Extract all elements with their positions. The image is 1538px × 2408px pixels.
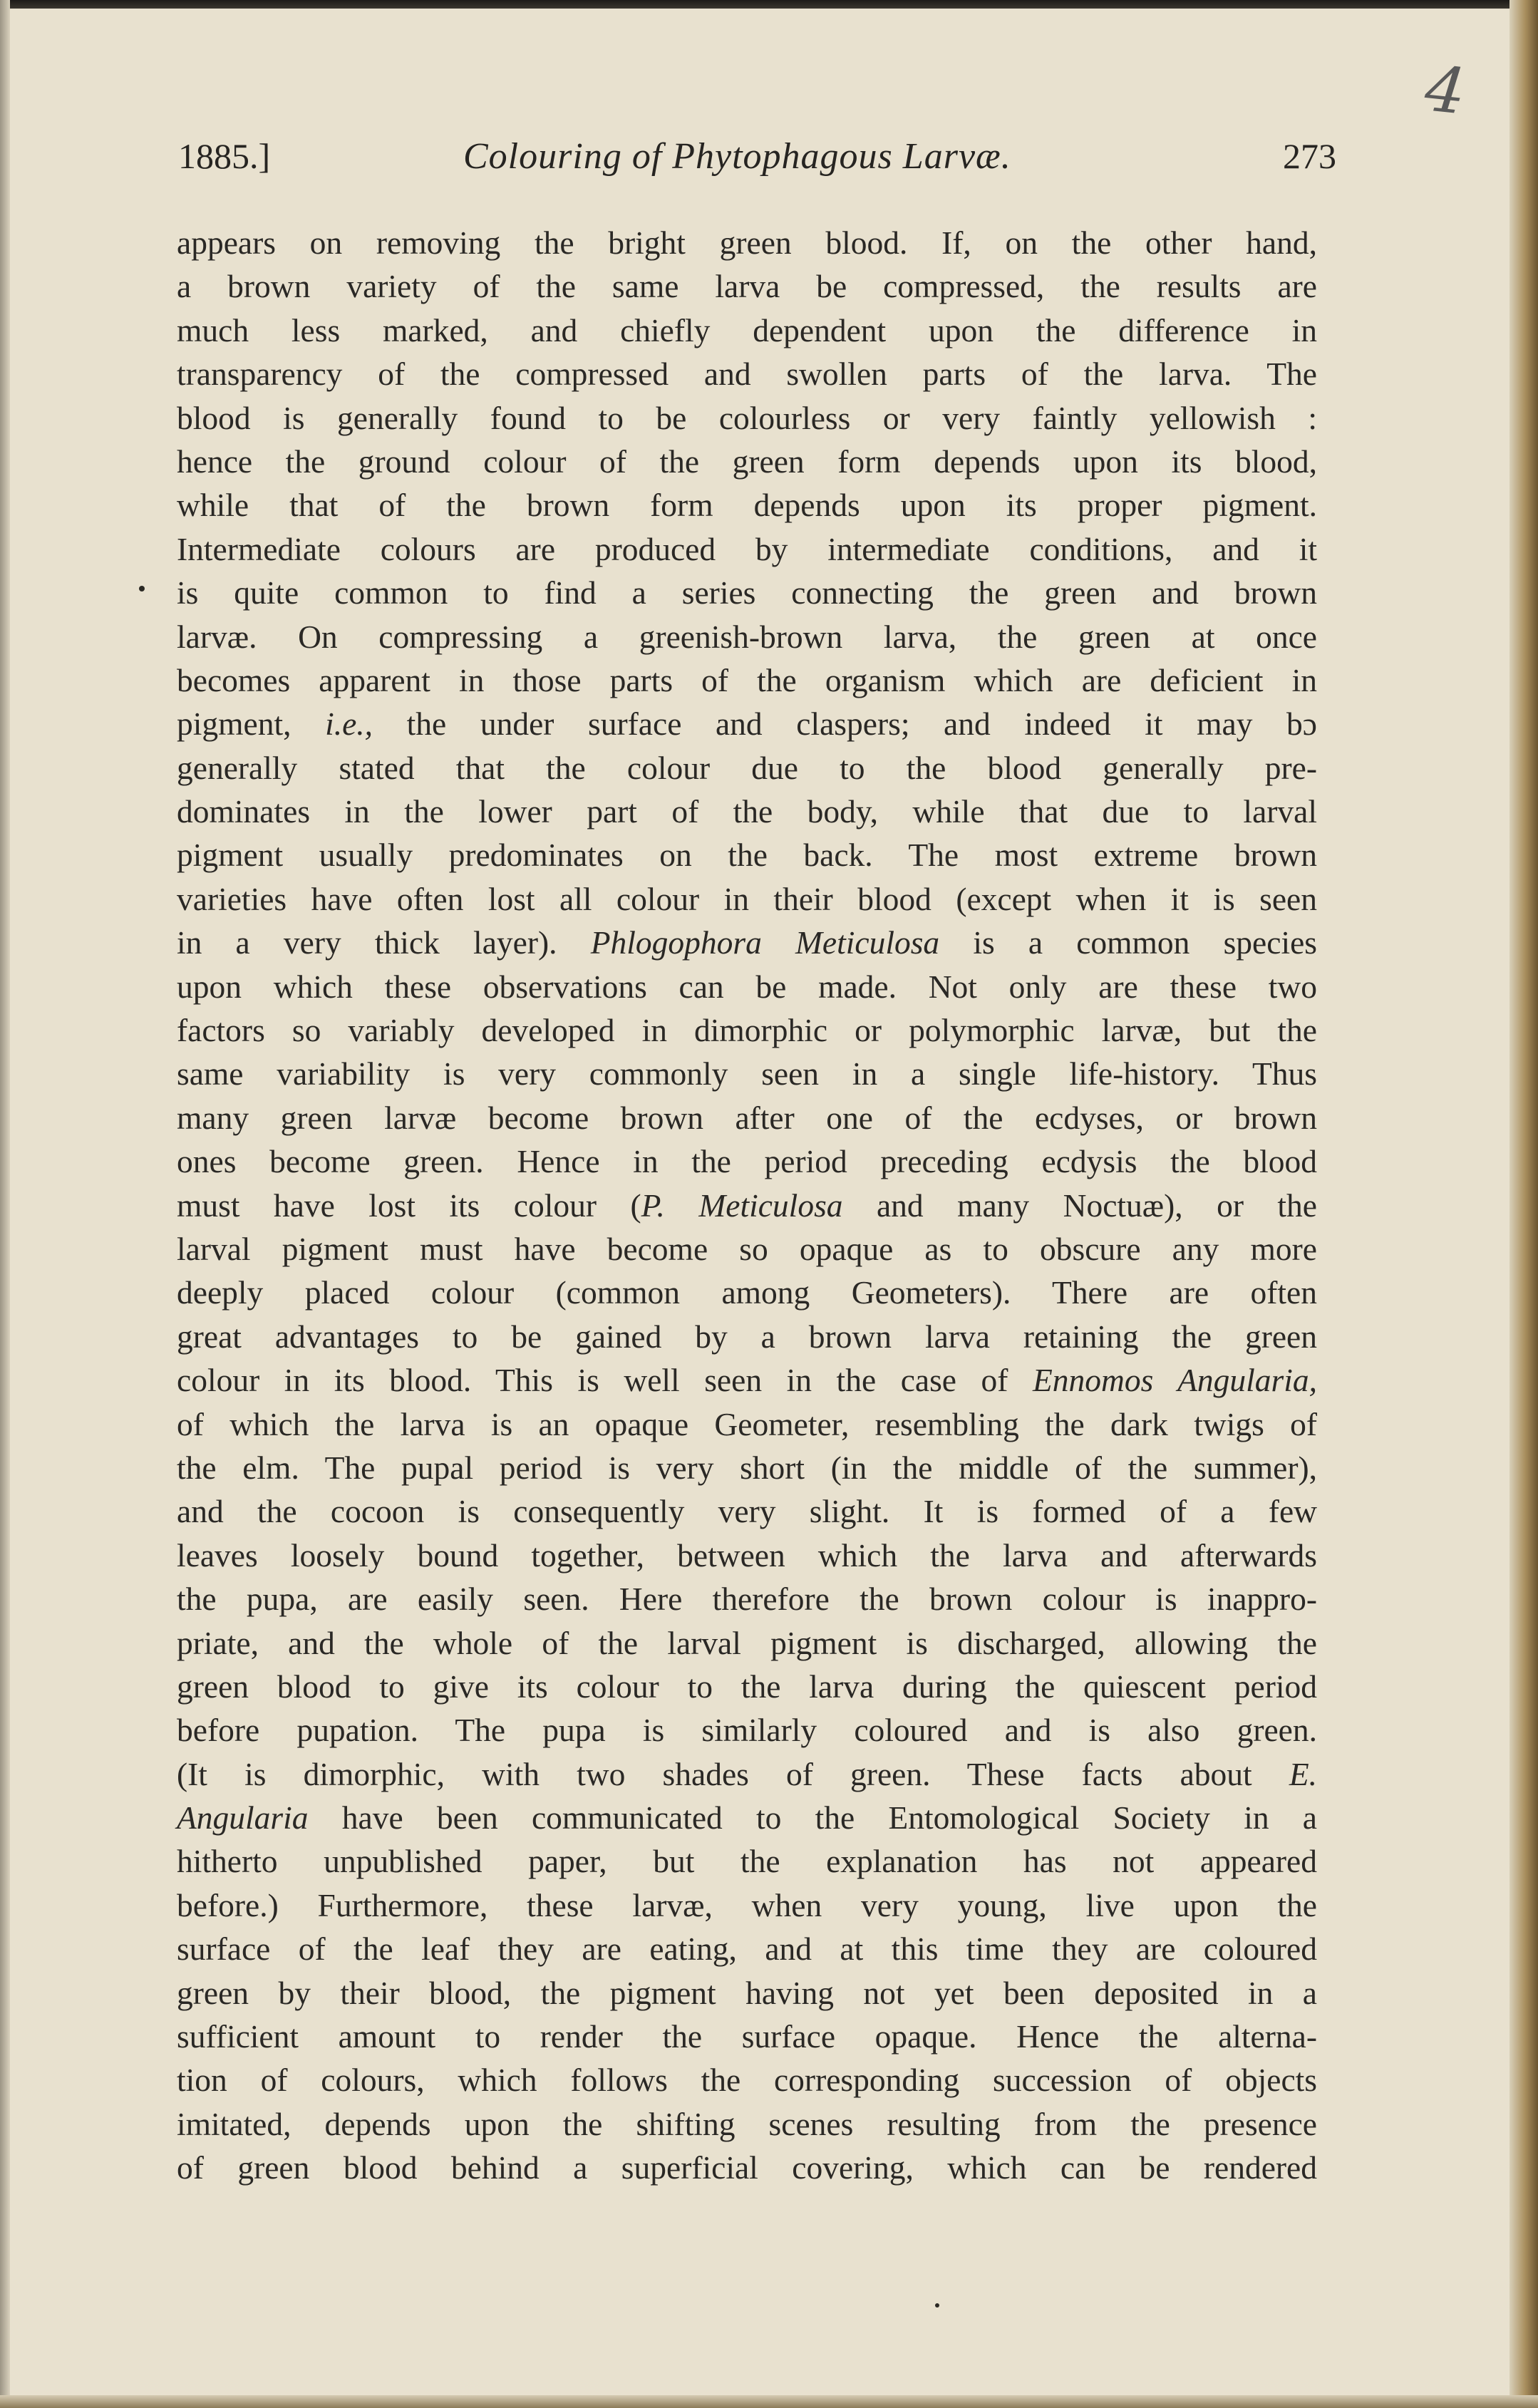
text-line: becomes apparent in those parts of the organism which are deficient in — [177, 661, 1317, 698]
text-line: the elm. The pupal period is very short (in the middle of the summer), — [177, 1449, 1317, 1486]
text-line: before.) Furthermore, these larvæ, when very young, live upon the — [177, 1886, 1317, 1923]
text-line: colour in its blood. This is well seen in the case of Ennomos Angularia, — [177, 1362, 1317, 1399]
text-line: upon which these observations can be made. Not only are these two — [177, 968, 1317, 1005]
text-line: imitated, depends upon the shifting scenes resulting from the presence — [177, 2105, 1317, 2142]
text-line: deeply placed colour (common among Geometers). There are often — [177, 1274, 1317, 1311]
text-line: pigment, i.e., the under surface and claspers; and indeed it may bɔ — [177, 706, 1317, 743]
text-line: sufficient amount to render the surface opaque. Hence the alterna- — [177, 2018, 1317, 2055]
header-running-title: Colouring of Phytophagous Larvæ. — [463, 136, 1011, 177]
running-header — [178, 135, 1336, 192]
text-line: is quite common to find a series connecting the green and brown — [177, 574, 1317, 611]
text-line: pigment usually predominates on the back. The most extreme brown — [177, 837, 1317, 874]
page-right-edge — [1509, 0, 1538, 2408]
text-line: Intermediate colours are produced by intermediate conditions, and it — [177, 530, 1317, 567]
text-line: priate, and the whole of the larval pigment is discharged, allowing the — [177, 1624, 1317, 1661]
margin-speck — [139, 586, 145, 591]
page-top-edge — [0, 0, 1538, 9]
text-line: varieties have often lost all colour in their blood (except when it is seen — [177, 880, 1317, 917]
text-line: great advantages to be gained by a brown larva retaining the green — [177, 1318, 1317, 1355]
text-line: while that of the brown form depends upon its proper pigment. — [177, 487, 1317, 524]
text-line: of which the larva is an opaque Geometer, resembling the dark twigs of — [177, 1405, 1317, 1442]
text-line: same variability is very commonly seen in a single life-history. Thus — [177, 1055, 1317, 1092]
text-line: green by their blood, the pigment having not yet been deposited in a — [177, 1974, 1317, 2011]
text-line: surface of the leaf they are eating, and at this time they are coloured — [177, 1931, 1317, 1968]
text-line: ones become green. Hence in the period preceding ecdysis the blood — [177, 1143, 1317, 1180]
text-line: the pupa, are easily seen. Here therefore the brown colour is inappro- — [177, 1581, 1317, 1618]
text-line: and the cocoon is consequently very slight. It is formed of a few — [177, 1493, 1317, 1530]
text-line: a brown variety of the same larva be compressed, the results are — [177, 268, 1317, 305]
page-bottom-edge — [0, 2395, 1538, 2408]
text-line: hence the ground colour of the green form depends upon its blood, — [177, 443, 1317, 480]
text-line: larvæ. On compressing a greenish-brown larva, the green at once — [177, 618, 1317, 655]
text-line: factors so variably developed in dimorphic or polymorphic larvæ, but the — [177, 1012, 1317, 1049]
margin-speck — [935, 2303, 939, 2308]
text-line: larval pigment must have become so opaque as to obscure any more — [177, 1230, 1317, 1267]
page-left-edge — [0, 0, 10, 2408]
page-number: 273 — [1283, 136, 1336, 176]
text-line: leaves loosely bound together, between which the larva and afterwards — [177, 1536, 1317, 1574]
header-year: 1885.] — [178, 136, 271, 176]
text-line: green blood to give its colour to the larva during the quiescent period — [177, 1668, 1317, 1705]
text-line: many green larvæ become brown after one of the ecdyses, or brown — [177, 1099, 1317, 1136]
text-line: in a very thick layer). Phlogophora Meticulosa is a common species — [177, 924, 1317, 961]
text-line: transparency of the compressed and swollen parts of the larva. The — [177, 356, 1317, 393]
text-line: (It is dimorphic, with two shades of green. These facts about E. — [177, 1755, 1317, 1792]
text-line: of green blood behind a superficial covering, which can be rendered — [177, 2149, 1317, 2186]
handwritten-folio-mark: 4 — [1421, 51, 1470, 129]
text-line: appears on removing the bright green blood. If, on the other hand, — [177, 224, 1317, 261]
text-line: blood is generally found to be colourless or very faintly yellowish : — [177, 399, 1317, 436]
text-line: must have lost its colour (P. Meticulosa and many Noctuæ), or the — [177, 1187, 1317, 1224]
text-line: much less marked, and chiefly dependent upon the difference in — [177, 311, 1317, 348]
text-line: generally stated that the colour due to the blood generally pre- — [177, 749, 1317, 786]
body-text — [177, 221, 1317, 2190]
text-line: dominates in the lower part of the body, while that due to larval — [177, 793, 1317, 830]
text-line: hitherto unpublished paper, but the explanation has not appeared — [177, 1843, 1317, 1880]
text-line: tion of colours, which follows the corresponding succession of objects — [177, 2062, 1317, 2099]
text-line: before pupation. The pupa is similarly coloured and is also green. — [177, 1712, 1317, 1749]
text-line: Angularia have been communicated to the Entomological Society in a — [177, 1799, 1317, 1836]
